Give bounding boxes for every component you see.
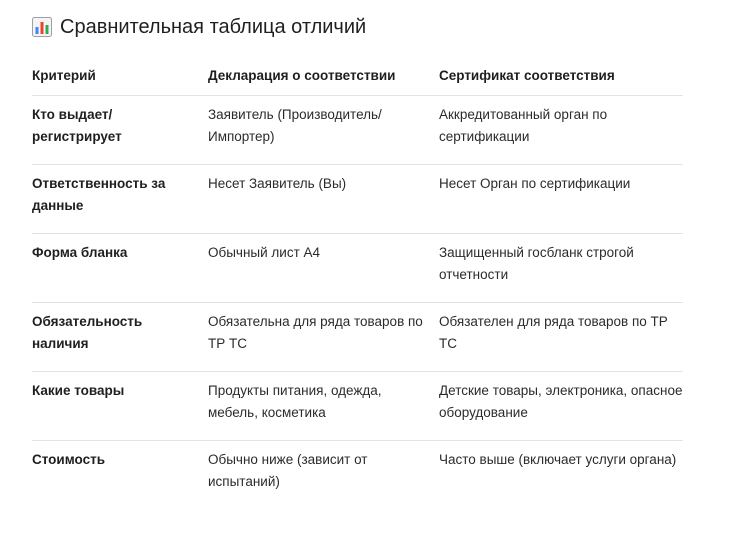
row-criterion: Стоимость	[32, 452, 106, 467]
row-certificate-value: Часто выше (включает услуги органа)	[439, 452, 677, 467]
row-certificate-value: Защищенный госбланк строгой отчетности	[439, 245, 634, 282]
page-title: Сравнительная таблица отличий	[60, 15, 367, 38]
table-row	[32, 303, 683, 372]
row-declaration-value: Несет Заявитель (Вы)	[208, 176, 347, 191]
row-criterion: Ответственность за данные	[32, 176, 166, 213]
row-criterion: Форма бланка	[32, 245, 128, 260]
column-header-certificate: Сертификат соответствия	[439, 68, 615, 83]
row-criterion: Какие товары	[32, 383, 125, 398]
row-certificate-value: Обязателен для ряда товаров по ТР ТС	[439, 314, 668, 351]
row-criterion: Кто выдает/ регистрирует	[32, 107, 122, 144]
page-title-container	[32, 14, 366, 40]
column-header-criterion: Критерий	[32, 68, 96, 83]
column-header-declaration: Декларация о соответствии	[208, 68, 396, 83]
table-header-row	[32, 57, 683, 96]
row-certificate-value: Несет Орган по сертификации	[439, 176, 631, 191]
table-row	[32, 372, 683, 441]
row-declaration-value: Обязательна для ряда товаров по ТР ТС	[208, 314, 423, 351]
row-criterion: Обязательность наличия	[32, 314, 143, 351]
table-row	[32, 234, 683, 303]
table-row	[32, 165, 683, 234]
row-certificate-value: Детские товары, электроника, опасное оборудование	[439, 383, 683, 420]
row-declaration-value: Обычно ниже (зависит от испытаний)	[208, 452, 368, 489]
table-row	[32, 96, 683, 165]
comparison-table	[32, 57, 683, 510]
bar-chart-icon	[32, 17, 52, 37]
row-certificate-value: Аккредитованный орган по сертификации	[439, 107, 608, 144]
row-declaration-value: Продукты питания, одежда, мебель, косметика	[208, 383, 382, 420]
table-row	[32, 441, 683, 510]
row-declaration-value: Обычный лист А4	[208, 245, 321, 260]
row-declaration-value: Заявитель (Производитель/ Импортер)	[208, 107, 382, 144]
